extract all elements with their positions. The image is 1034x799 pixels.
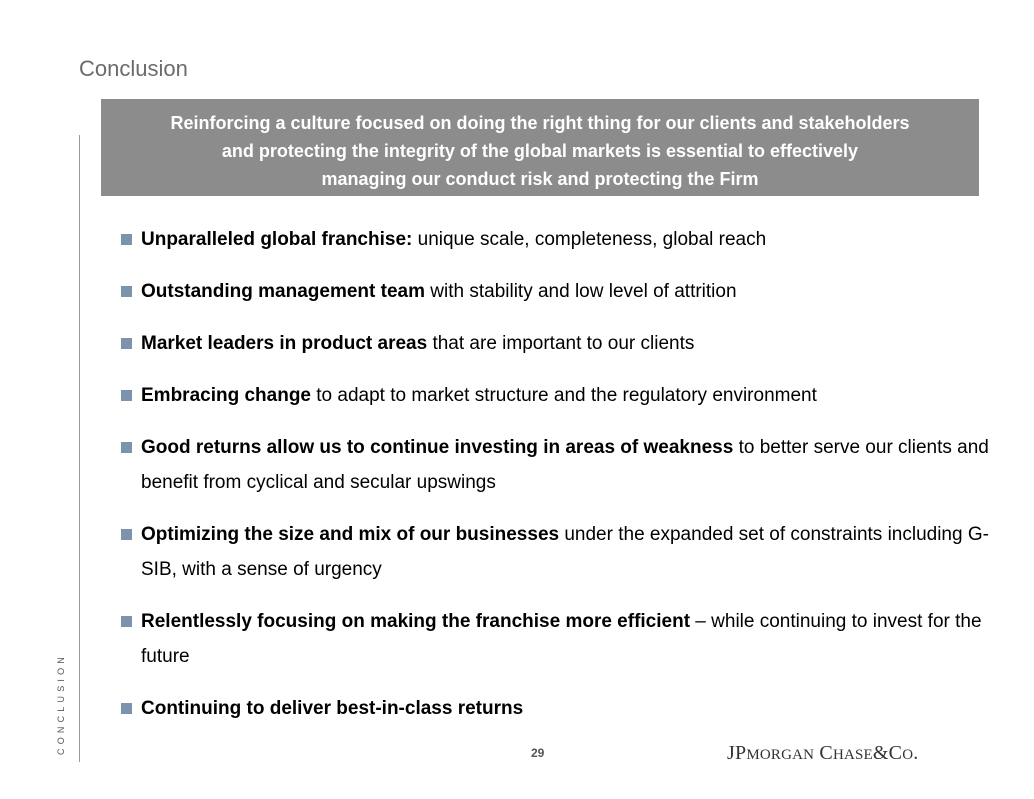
bullet-item-8 xyxy=(119,691,999,726)
bullet-item-4 xyxy=(119,378,999,413)
side-section-label: CONCLUSION xyxy=(56,652,66,755)
logo-wordmark: JPMORGAN CHASE&CO. xyxy=(727,742,919,764)
bullet-bold-text: Outstanding management team xyxy=(141,281,425,302)
page-number: 29 xyxy=(531,746,545,760)
company-logo xyxy=(727,742,918,765)
banner-line-2: and protecting the integrity of the global markets is essential to effectively xyxy=(221,141,859,161)
page-title: Conclusion xyxy=(79,56,188,81)
bullet-item-1 xyxy=(119,222,999,257)
conclusion-bullet-list xyxy=(119,222,999,743)
bullet-bold-text: Optimizing the size and mix of our businesses xyxy=(141,524,560,545)
bullet-item-7 xyxy=(119,604,999,674)
bullet-text: – while continuing to invest for the future xyxy=(141,611,982,667)
banner-line-3: managing our conduct risk and protecting the Firm xyxy=(321,169,759,189)
square-bullet-icon xyxy=(121,338,132,349)
bullet-bold-text: Relentlessly focusing on making the franchise more efficient xyxy=(141,611,691,632)
bullet-item-3 xyxy=(119,326,999,361)
bullet-item-2 xyxy=(119,274,999,309)
bullet-bold-text: Good returns allow us to continue investing in areas of weakness xyxy=(141,437,734,458)
bullet-bold-text: Unparalleled global franchise: xyxy=(141,229,413,250)
square-bullet-icon xyxy=(121,234,132,245)
bullet-bold-text: Embracing change xyxy=(141,385,311,406)
bullet-text: to better serve our clients and benefit from cyclical and secular upswings xyxy=(141,437,989,493)
banner-line-1: Reinforcing a culture focused on doing the right thing for our clients and stakeholders xyxy=(170,113,910,133)
bullet-bold-text: Market leaders in product areas xyxy=(141,333,428,354)
key-message-banner xyxy=(101,99,979,196)
side-divider xyxy=(79,135,80,762)
bullet-text: that are important to our clients xyxy=(427,333,695,354)
bullet-bold-text: Continuing to deliver best-in-class returns xyxy=(141,698,524,719)
bullet-item-6 xyxy=(119,517,999,587)
bullet-text: to adapt to market structure and the regulatory environment xyxy=(311,385,817,406)
square-bullet-icon xyxy=(121,286,132,297)
bullet-text: unique scale, completeness, global reach xyxy=(412,229,767,250)
bullet-text: with stability and low level of attrition xyxy=(425,281,737,302)
bullet-item-5 xyxy=(119,430,999,500)
square-bullet-icon xyxy=(121,442,132,453)
square-bullet-icon xyxy=(121,529,132,540)
square-bullet-icon xyxy=(121,703,132,714)
bullet-text: under the expanded set of constraints including G-SIB, with a sense of urgency xyxy=(141,524,989,580)
square-bullet-icon xyxy=(121,616,132,627)
square-bullet-icon xyxy=(121,390,132,401)
